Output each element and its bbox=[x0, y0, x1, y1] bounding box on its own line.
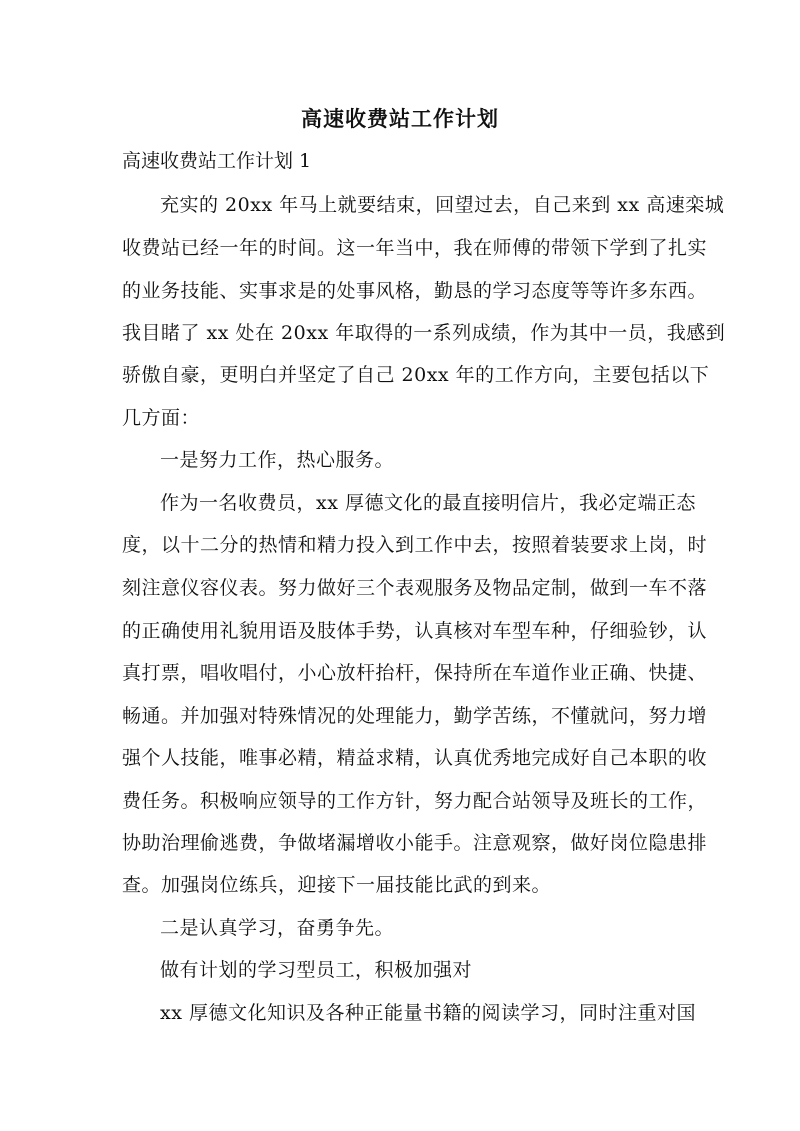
paragraph-line: 做有计划的学习型员工，积极加强对 bbox=[160, 959, 473, 981]
paragraph-line: 强个人技能，唯事必精，精益求精，认真优秀地完成好自己本职的收 bbox=[122, 747, 708, 769]
paragraph-line: 一是努力工作，热心服务。 bbox=[160, 449, 395, 471]
paragraph-line: 度，以十二分的热情和精力投入到工作中去，按照着装要求上岗，时 bbox=[122, 534, 708, 556]
paragraph-line: 的业务技能、实事求是的处事风格，勤恳的学习态度等等许多东西。 bbox=[122, 280, 708, 302]
paragraph-line: 收费站已经一年的时间。这一年当中，我在师傅的带领下学到了扎实 bbox=[122, 237, 708, 259]
paragraph-line: 充实的 20xx 年马上就要结束，回望过去，自己来到 xx 高速栾城 bbox=[160, 194, 725, 216]
paragraph-line: 查。加强岗位练兵，迎接下一届技能比武的到来。 bbox=[122, 874, 552, 896]
paragraph-line: 的正确使用礼貌用语及肢体手势，认真核对车型车种，仔细验钞，认 bbox=[122, 620, 708, 642]
paragraph-line: 我目睹了 xx 处在 20xx 年取得的一系列成绩，作为其中一员，我感到 bbox=[122, 322, 726, 344]
section-heading: 高速收费站工作计划 1 bbox=[122, 150, 312, 172]
paragraph-line: 畅通。并加强对特殊情况的处理能力，勤学苦练，不懂就问，努力增 bbox=[122, 705, 708, 727]
document-title: 高速收费站工作计划 bbox=[301, 106, 499, 131]
paragraph-line: xx 厚德文化知识及各种正能量书籍的阅读学习，同时注重对国 bbox=[160, 1002, 696, 1024]
paragraph-line: 协助治理偷逃费，争做堵漏增收小能手。注意观察，做好岗位隐患排 bbox=[122, 832, 708, 854]
paragraph-line: 刻注意仪容仪表。努力做好三个表观服务及物品定制，做到一车不落 bbox=[122, 577, 708, 599]
paragraph-line: 骄傲自豪，更明白并坚定了自己 20xx 年的工作方向，主要包括以下 bbox=[122, 364, 710, 386]
paragraph-line: 几方面： bbox=[122, 407, 201, 429]
paragraph-line: 作为一名收费员，xx 厚德文化的最直接明信片，我必定端正态 bbox=[160, 492, 696, 514]
paragraph-line: 真打票，唱收唱付，小心放杆抬杆，保持所在车道作业正确、快捷、 bbox=[122, 662, 708, 684]
paragraph-line: 费任务。积极响应领导的工作方针，努力配合站领导及班长的工作， bbox=[122, 790, 708, 812]
paragraph-line: 二是认真学习，奋勇争先。 bbox=[160, 917, 395, 939]
